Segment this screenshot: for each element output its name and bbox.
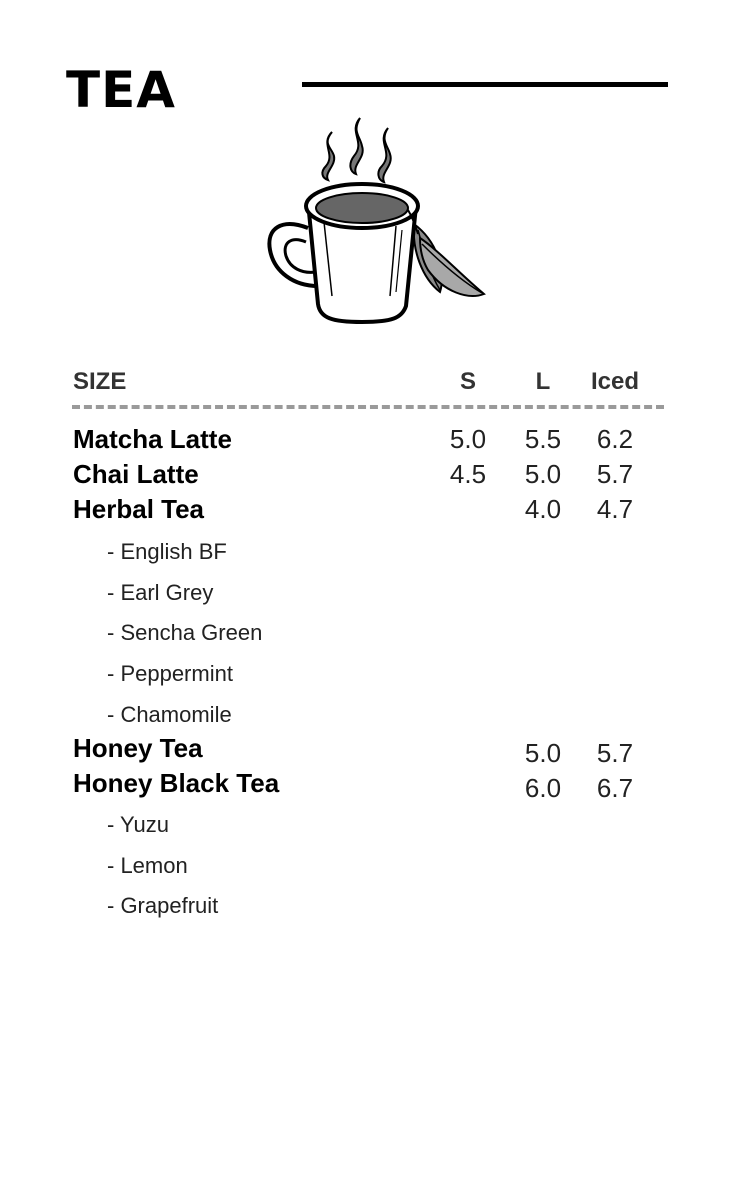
title-rule bbox=[302, 82, 668, 87]
menu-item bbox=[0, 494, 736, 528]
flavor-option: - Yuzu bbox=[107, 812, 169, 837]
size-label: SIZE bbox=[73, 368, 127, 395]
price-iced: 4.7 bbox=[596, 494, 634, 524]
price-l: 5.5 bbox=[524, 424, 562, 454]
herbal-option: - Peppermint bbox=[107, 661, 233, 686]
price-l: 6.0 bbox=[524, 773, 562, 803]
price-s: 4.5 bbox=[449, 459, 487, 489]
item-name: Honey Black Tea bbox=[73, 768, 280, 798]
column-header-iced: Iced bbox=[590, 368, 640, 395]
menu-item-prices bbox=[0, 773, 736, 807]
menu-item bbox=[0, 459, 736, 493]
herbal-option: - Chamomile bbox=[107, 702, 232, 727]
herbal-option: - English BF bbox=[107, 539, 227, 564]
price-l: 5.0 bbox=[524, 459, 562, 489]
item-name: Herbal Tea bbox=[73, 494, 205, 524]
herbal-option: - Sencha Green bbox=[107, 620, 263, 645]
column-header-l: L bbox=[535, 368, 551, 395]
item-name: Honey Tea bbox=[73, 733, 203, 763]
price-iced: 5.7 bbox=[596, 738, 634, 768]
menu-item bbox=[0, 424, 736, 458]
price-l: 5.0 bbox=[524, 738, 562, 768]
menu-title: TEA bbox=[66, 61, 176, 119]
flavor-option: - Lemon bbox=[107, 853, 188, 878]
size-header-row bbox=[0, 368, 736, 402]
item-name: Chai Latte bbox=[73, 459, 199, 489]
header-divider bbox=[72, 405, 664, 409]
column-header-s: S bbox=[459, 368, 476, 395]
price-iced: 6.2 bbox=[596, 424, 634, 454]
menu-item-prices bbox=[0, 738, 736, 772]
herbal-option: - Earl Grey bbox=[107, 580, 214, 605]
flavor-option: - Grapefruit bbox=[107, 893, 219, 918]
price-iced: 5.7 bbox=[596, 459, 634, 489]
item-name: Matcha Latte bbox=[73, 424, 232, 454]
price-l: 4.0 bbox=[524, 494, 562, 524]
tea-cup-icon bbox=[262, 110, 494, 330]
price-s: 5.0 bbox=[449, 424, 487, 454]
price-iced: 6.7 bbox=[596, 773, 634, 803]
